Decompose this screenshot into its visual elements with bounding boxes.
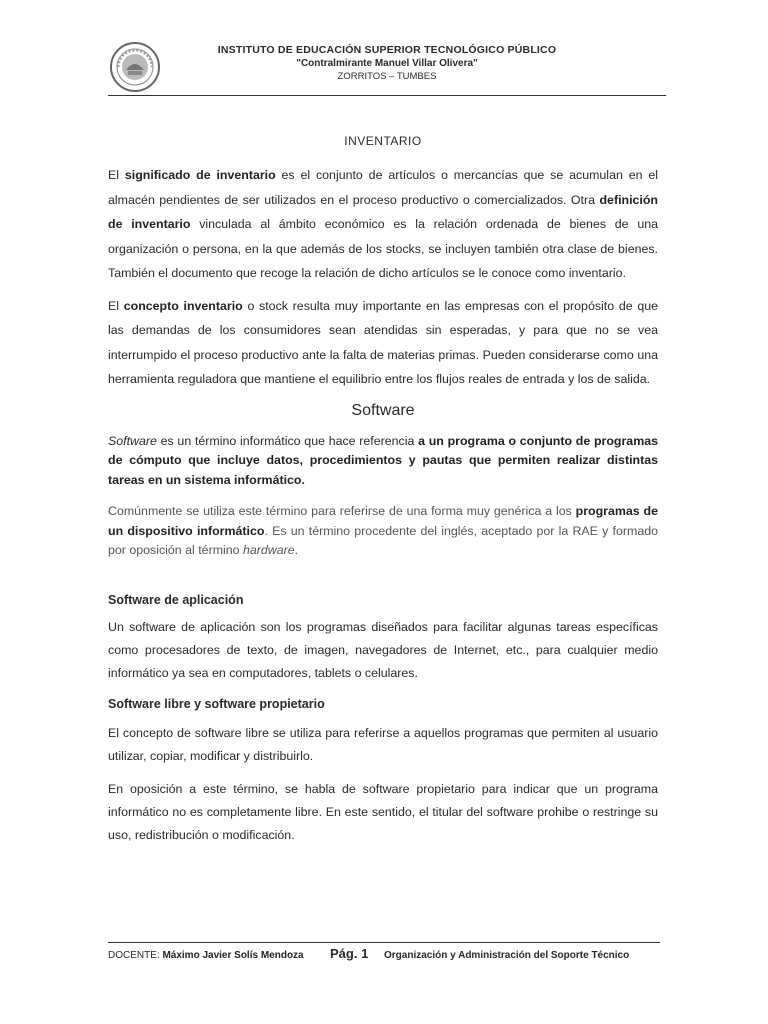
footer-docente-name: Máximo Javier Solís Mendoza [162,950,304,961]
page-footer [108,946,660,968]
text-run: . [294,543,299,557]
footer-course: Organización y Administración del Soporte Técnico [384,950,630,961]
software-heading: Software [351,401,415,419]
software-libre-paragraph-1: El concepto de software libre se utiliza para referirse a aquellos programas que permiten al usuario utilizar, copiar, modificar y distribuirlo. [108,725,658,763]
software-aplicacion-paragraph: Un software de aplicación son los programas diseñados para facilitar algunas tareas específicas como procesadores de texto, de imagen, navegadores de Internet, etc., para cualquier medio informático ya sea en computadores, tablets o celulares. [108,619,658,680]
header-text [108,44,666,83]
footer-docente-label: DOCENTE: [108,950,163,961]
software-libre-paragraph-2: En oposición a este término, se habla de software propietario para indicar que un programa informático no es completamente libre. En este sentido, el titular del software prohibe o restringe su uso, redistribución o modificación. [108,781,658,842]
institution-name: INSTITUTO DE EDUCACIÓN SUPERIOR TECNOLÓGICO PÚBLICO [217,44,557,56]
inventario-paragraph-2 [108,294,658,392]
italic-text: Software [108,433,157,448]
text-run: es un término informático que hace referencia [156,433,419,448]
text-run: o stock resulta muy importante en las empresas con el propósito de que las demandas de los consumidores sean atendidas sin esperadas, y para que no se vea interrumpido el proceso productivo ante la falta de materias primas. Pueden considerarse como una herramienta reguladora que mantiene el equilibrio entre los flujos reales de entrada y los de salida. [108,298,658,386]
footer-divider [108,942,660,943]
page-number: Pág. 1 [330,946,369,961]
italic-text: hardware [243,543,295,557]
bold-text: a un programa o conjunto de programas de cómputo que incluye datos, procedimientos y pautas que permiten realizar distintas tareas en un sistema informático. [108,433,658,487]
page-header [108,40,666,96]
document-body [108,134,658,847]
text-run: vinculada al ámbito económico es la relación ordenada de bienes de una organización o persona, en la que además de los stocks, se incluyen también otra clase de bienes. También el documento que recoge la relación de dicho artículos se le conoce como inventario. [108,217,658,280]
software-aplicacion-heading: Software de aplicación [108,592,244,607]
bold-text: programas de un dispositivo informático [108,504,658,538]
document-title: INVENTARIO [344,134,422,148]
software-paragraph-2 [108,502,658,561]
text-run: El [108,298,124,313]
footer-docente [108,950,304,961]
bold-text: significado de inventario [124,168,276,182]
text-run: Comúnmente se utiliza este término para referirse de una forma muy genérica a los [108,504,576,518]
software-libre-heading: Software libre y software propietario [108,696,325,711]
institution-honoree: "Contralmirante Manuel Villar Olivera" [296,58,478,69]
software-paragraph-1 [108,432,658,491]
text-run: . Es un término procedente del inglés, aceptado por la RAE y formado por oposición al término [108,523,659,557]
text-run: es el conjunto de artículos o mercancías que se acumulan en el almacén pendientes de ser utilizados en el proceso productivo o comercializados. Otra [108,168,658,207]
institution-location: ZORRITOS – TUMBES [337,71,437,82]
text-run: El [108,168,125,182]
header-divider [108,95,666,96]
bold-text: concepto inventario [123,298,243,313]
inventario-paragraph-1 [108,163,658,286]
bold-text: definición de inventario [108,192,658,231]
